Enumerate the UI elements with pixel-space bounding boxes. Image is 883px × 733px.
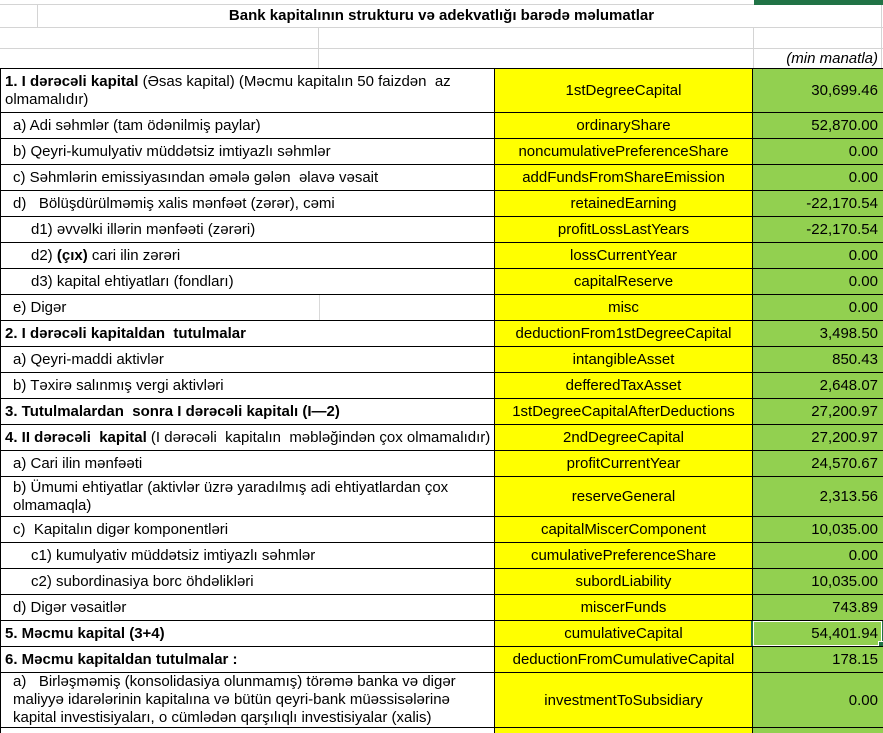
row-label xyxy=(1,324,249,344)
field-name-cell[interactable]: noncumulativePreferenceShare xyxy=(495,139,753,164)
table-row xyxy=(1,451,883,477)
selection-border xyxy=(751,621,883,647)
value-cell[interactable]: 850.43 xyxy=(753,347,883,372)
field-name-cell[interactable]: investmentToSubsidiary xyxy=(495,673,753,727)
capital-table-body xyxy=(1,69,883,728)
value-cell[interactable]: 2,313.56 xyxy=(753,477,883,516)
row-label xyxy=(1,72,494,110)
value-cell[interactable]: 27,200.97 xyxy=(753,399,883,424)
row-label xyxy=(1,376,227,396)
field-name-cell[interactable]: reserveGeneral xyxy=(495,477,753,516)
field-name-cell[interactable]: addFundsFromShareEmission xyxy=(495,165,753,190)
row-label xyxy=(1,194,338,214)
row-label-cell[interactable] xyxy=(1,113,495,138)
field-name-cell[interactable] xyxy=(495,728,753,733)
value-cell[interactable]: 743.89 xyxy=(753,595,883,620)
field-name-cell[interactable]: cumulativeCapital xyxy=(495,621,753,646)
table-row xyxy=(1,569,883,595)
table-row xyxy=(1,517,883,543)
row-label xyxy=(1,402,343,422)
field-name-cell[interactable]: intangibleAsset xyxy=(495,347,753,372)
sheet-title: Bank kapitalının strukturu və adekvatlığı barədə məlumatlar xyxy=(228,7,655,24)
field-name-cell[interactable]: 2ndDegreeCapital xyxy=(495,425,753,450)
row-label xyxy=(1,246,183,266)
value-cell[interactable]: 24,570.67 xyxy=(753,451,883,476)
label-part: c) Kapitalın digər komponentləri xyxy=(13,520,229,538)
row-label-cell[interactable] xyxy=(1,477,495,516)
row-label-cell[interactable] xyxy=(1,217,495,242)
table-row xyxy=(1,647,883,673)
value-cell[interactable]: 10,035.00 xyxy=(753,517,883,542)
label-part-bold: 2. I dərəcəli kapitaldan tutulmalar xyxy=(5,324,246,342)
value-cell[interactable]: 10,035.00 xyxy=(753,569,883,594)
table-row xyxy=(1,425,883,451)
label-part-bold: 6. Məcmu kapitaldan tutulmalar : xyxy=(5,650,238,668)
field-name-cell[interactable]: profitLossLastYears xyxy=(495,217,753,242)
label-part: b) Təxirə salınmış vergi aktivləri xyxy=(13,376,224,394)
field-name-cell[interactable]: miscerFunds xyxy=(495,595,753,620)
field-name-cell[interactable]: cumulativePreferenceShare xyxy=(495,543,753,568)
label-part: d2) xyxy=(31,246,57,264)
label-part: (I dərəcəli kapitalın məbləğindən çox olmamalıdır) xyxy=(146,428,491,446)
row-label xyxy=(1,598,129,618)
table-row xyxy=(1,595,883,621)
row-label-cell[interactable] xyxy=(1,243,495,268)
table-row xyxy=(1,621,883,647)
gridline-h xyxy=(0,27,883,28)
unit-note: (min manatla) xyxy=(786,49,878,67)
value-cell[interactable]: 54,401.94 xyxy=(753,621,883,646)
partial-next-row xyxy=(1,728,883,733)
row-label-cell[interactable] xyxy=(1,69,495,112)
label-part: cari ilin zərəri xyxy=(87,246,181,264)
row-label-cell[interactable] xyxy=(1,321,495,346)
table-row xyxy=(1,217,883,243)
row-label xyxy=(1,520,231,540)
value-cell[interactable]: 0.00 xyxy=(753,543,883,568)
value-cell[interactable]: -22,170.54 xyxy=(753,191,883,216)
table-row xyxy=(1,673,883,728)
field-name-cell[interactable]: profitCurrentYear xyxy=(495,451,753,476)
capital-table xyxy=(0,68,883,733)
row-label-cell[interactable] xyxy=(1,647,495,672)
row-label-cell[interactable] xyxy=(1,425,495,450)
row-label xyxy=(1,272,237,292)
field-name-cell[interactable]: 1stDegreeCapital xyxy=(495,69,753,112)
field-name-cell[interactable]: capitalMiscerComponent xyxy=(495,517,753,542)
row-label-cell[interactable] xyxy=(1,165,495,190)
field-name-cell[interactable]: ordinaryShare xyxy=(495,113,753,138)
value-cell[interactable]: 27,200.97 xyxy=(753,425,883,450)
table-row xyxy=(1,243,883,269)
row-label xyxy=(1,478,494,516)
label-part-bold: (çıx) xyxy=(56,246,88,264)
row-label xyxy=(1,220,258,240)
label-part: b) Ümumi ehtiyatlar (aktivlər üzrə yaradılmış adi ehtiyatlardan çox olmamaqla) xyxy=(13,478,453,514)
gridline-v xyxy=(318,27,319,68)
table-row xyxy=(1,477,883,517)
row-label-cell[interactable] xyxy=(1,595,495,620)
value-cell[interactable]: 0.00 xyxy=(753,139,883,164)
label-part: (Əsas kapital) (Məcmu kapitalın 50 faizdən az olmamalıdır) xyxy=(5,72,455,108)
table-row xyxy=(1,295,883,321)
table-row xyxy=(1,321,883,347)
label-part: a) Adi səhmlər (tam ödənilmiş paylar) xyxy=(13,116,261,134)
value-cell[interactable]: 3,498.50 xyxy=(753,321,883,346)
table-row xyxy=(1,139,883,165)
label-part: e) Digər xyxy=(13,298,67,316)
row-label-cell[interactable] xyxy=(1,347,495,372)
table-row xyxy=(1,269,883,295)
value-cell[interactable]: 0.00 xyxy=(753,165,883,190)
label-part-bold: 5. Məcmu kapital (3+4) xyxy=(5,624,165,642)
table-row xyxy=(1,69,883,113)
label-part-bold: 4. II dərəcəli kapital xyxy=(5,428,147,446)
row-label-cell[interactable] xyxy=(1,569,495,594)
value-cell[interactable]: 2,648.07 xyxy=(753,373,883,398)
row-label xyxy=(1,142,334,162)
field-name-cell[interactable]: misc xyxy=(495,295,753,320)
table-row xyxy=(1,191,883,217)
row-label-cell[interactable] xyxy=(1,295,495,320)
table-row xyxy=(1,373,883,399)
table-row xyxy=(1,399,883,425)
table-row xyxy=(1,113,883,139)
row-label-cell[interactable] xyxy=(1,451,495,476)
row-label xyxy=(1,546,318,566)
selected-cell-remnant-border xyxy=(754,0,883,5)
field-name-cell[interactable]: retainedEarning xyxy=(495,191,753,216)
value-cell[interactable]: -22,170.54 xyxy=(753,217,883,242)
label-part: d3) kapital ehtiyatları (fondları) xyxy=(31,272,234,290)
row-label-cell[interactable] xyxy=(1,621,495,646)
row-label xyxy=(1,350,167,370)
row-label xyxy=(1,298,69,318)
field-name-cell[interactable]: defferedTaxAsset xyxy=(495,373,753,398)
label-part: a) Cari ilin mənfəəti xyxy=(13,454,143,472)
gridline-v xyxy=(319,295,320,320)
label-part-bold: 1. I dərəcəli kapital xyxy=(5,72,139,90)
table-row xyxy=(1,347,883,373)
row-label-cell[interactable] xyxy=(1,543,495,568)
row-label-cell[interactable] xyxy=(1,373,495,398)
row-label xyxy=(1,572,257,592)
label-part-bold: 3. Tutulmalardan sonra I dərəcəli kapitalı (I—2) xyxy=(5,402,340,420)
table-row xyxy=(1,165,883,191)
header-area xyxy=(0,0,883,68)
row-label-cell[interactable] xyxy=(1,728,495,733)
row-label-cell[interactable] xyxy=(1,517,495,542)
value-cell[interactable]: 0.00 xyxy=(753,673,883,727)
row-label-cell[interactable] xyxy=(1,191,495,216)
value-cell[interactable]: 52,870.00 xyxy=(753,113,883,138)
label-part: c2) subordinasiya borc öhdəlikləri xyxy=(31,572,254,590)
row-label-cell[interactable] xyxy=(1,269,495,294)
field-name-cell[interactable]: 1stDegreeCapitalAfterDeductions xyxy=(495,399,753,424)
value-cell[interactable]: 0.00 xyxy=(753,243,883,268)
field-name-cell[interactable]: subordLiability xyxy=(495,569,753,594)
field-name-cell[interactable]: deductionFrom1stDegreeCapital xyxy=(495,321,753,346)
row-label-cell[interactable] xyxy=(1,139,495,164)
row-label xyxy=(1,168,381,188)
value-cell[interactable]: 178.15 xyxy=(753,647,883,672)
value-cell[interactable] xyxy=(753,728,883,733)
value-cell[interactable]: 0.00 xyxy=(753,295,883,320)
label-part: d) Bölüşdürülməmiş xalis mənfəət (zərər), cəmi xyxy=(13,194,335,212)
row-label-cell[interactable] xyxy=(1,399,495,424)
label-part: c) Səhmlərin emissiyasından əmələ gələn əlavə vəsait xyxy=(13,168,379,186)
row-label xyxy=(1,454,145,474)
label-part: c1) kumulyativ müddətsiz imtiyazlı səhmlər xyxy=(31,546,316,564)
field-name-cell[interactable]: lossCurrentYear xyxy=(495,243,753,268)
label-part: d) Digər vəsaitlər xyxy=(13,598,127,616)
value-cell[interactable]: 30,699.46 xyxy=(753,69,883,112)
value-cell[interactable]: 0.00 xyxy=(753,269,883,294)
table-row xyxy=(1,543,883,569)
label-part: a) Birləşməmiş (konsolidasiya olunmamış) törəmə banka və digər maliyyə idarələrinin kapitalına və bütün qeyri-bank müəssisələrinə kapital investisiyaları, o cümlədən qarşılıqlı investisiyalar (xalis) xyxy=(13,673,460,726)
label-part: b) Qeyri-kumulyativ müddətsiz imtiyazlı səhmlər xyxy=(13,142,331,160)
row-label xyxy=(1,116,264,136)
field-name-cell[interactable]: deductionFromCumulativeCapital xyxy=(495,647,753,672)
row-label xyxy=(1,673,494,728)
field-name-cell[interactable]: capitalReserve xyxy=(495,269,753,294)
label-part: a) Qeyri-maddi aktivlər xyxy=(13,350,164,368)
row-label-cell[interactable] xyxy=(1,673,495,727)
label-part: d1) əvvəlki illərin mənfəəti (zərəri) xyxy=(31,220,256,238)
row-label xyxy=(1,428,493,448)
row-label xyxy=(1,624,168,644)
row-label xyxy=(1,650,241,670)
